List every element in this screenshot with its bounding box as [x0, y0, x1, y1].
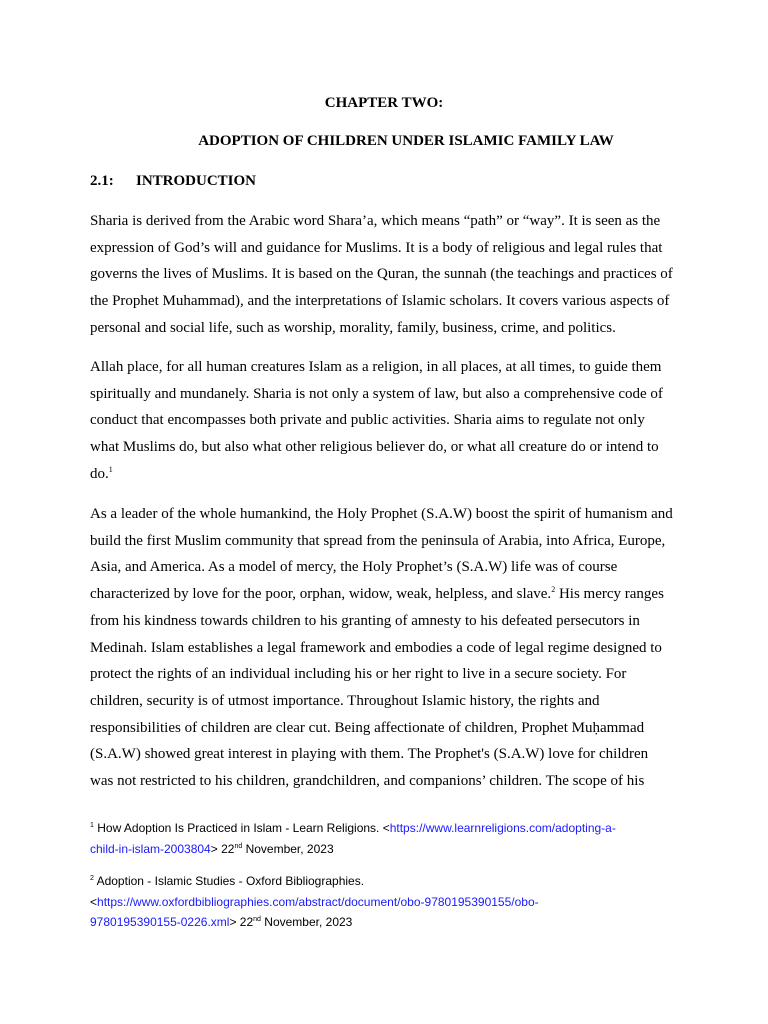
paragraph-text: characterized by love for the poor, orphan, widow, weak, helpless, and slave.: [90, 586, 552, 603]
paragraph-line: protect the rights of an individual including his or her right to live in a secure society. For: [90, 666, 627, 683]
footnote-text: How Adoption Is Practiced in Islam - Learn Religions. <: [93, 821, 390, 835]
footnote-link[interactable]: https://www.learnreligions.com/adopting-a-: [389, 821, 616, 835]
paragraph-line: [90, 581, 682, 608]
paragraph-line: Medinah. Islam establishes a legal framework and embodies a code of legal regime designed to: [90, 639, 662, 656]
footnote-link[interactable]: child-in-islam-2003804: [90, 841, 211, 856]
chapter-subtitle: ADOPTION OF CHILDREN UNDER ISLAMIC FAMILY LAW: [198, 133, 614, 149]
paragraph-line: personal and social life, such as worship, morality, family, business, crime, and politics.: [90, 319, 616, 336]
chapter-title: CHAPTER TWO:: [324, 95, 444, 111]
section-heading: [90, 172, 256, 190]
footnote-number: 2: [90, 875, 94, 882]
paragraph-line: what Muslims do, but also what other religious believer do, or what all creature do or intend to: [90, 439, 659, 456]
paragraph-last-text: do.: [90, 465, 109, 482]
footnote-date-suffix: nd: [234, 842, 243, 850]
footnote-reference-1[interactable]: 1: [108, 464, 113, 474]
section-title: INTRODUCTION: [136, 173, 257, 189]
paragraph-line: governs the lives of Muslims. It is based on the Quran, the sunnah (the teachings and practices of: [90, 266, 673, 283]
footnote-1: [90, 818, 690, 859]
paragraph-islam-religion: [90, 354, 682, 488]
paragraph-line: from his kindness towards children to his granting of amnesty to his defeated persecutors in: [90, 612, 640, 629]
footnote-line: [90, 912, 690, 933]
footnote-text: Adoption - Islamic Studies - Oxford Bibliographies.: [93, 874, 365, 888]
footnote-date-rest: November, 2023: [242, 841, 334, 856]
footnote-link[interactable]: https://www.oxfordbibliographies.com/abstract/document/obo-9780195390155/obo-: [97, 894, 539, 909]
footnote-line: [90, 871, 690, 892]
paragraph-line: [90, 461, 682, 488]
paragraph-line: (S.A.W) showed great interest in playing with them. The Prophet's (S.A.W) love for children: [90, 746, 649, 763]
footnote-bracket: <: [90, 894, 98, 909]
footnote-reference-2[interactable]: 2: [551, 585, 556, 595]
footnote-date-rest: November, 2023: [260, 915, 353, 929]
footnote-date-suffix: nd: [253, 916, 261, 923]
section-number: 2.1:: [90, 173, 114, 189]
footnote-2: [90, 871, 690, 933]
paragraph-line: conduct that encompasses both private and public activities. Sharia aims to regulate not only: [90, 412, 645, 429]
paragraph-line: was not restricted to his children, grandchildren, and companions’ children. The scope of his: [90, 773, 645, 790]
paragraph-holy-prophet: [90, 501, 682, 795]
footnote-line: [90, 892, 690, 913]
paragraph-line: Asia, and America. As a model of mercy, the Holy Prophet’s (S.A.W) life was of course: [90, 559, 618, 576]
paragraph-text: His mercy ranges: [555, 586, 664, 603]
paragraph-line: spiritually and mundanely. Sharia is not only a system of law, but also a comprehensive code of: [90, 385, 663, 402]
footnote-line: [90, 818, 690, 839]
paragraph-line: build the first Muslim community that spread from the peninsula of Arabia, into Africa, Europe,: [90, 532, 666, 549]
footnote-line: [90, 839, 690, 860]
footnote-date: > 22: [210, 841, 235, 856]
paragraph-line: expression of God’s will and guidance for Muslims. It is a body of religious and legal rules that: [90, 239, 663, 256]
paragraph-sharia-definition: [90, 208, 682, 342]
paragraph-line: children, security is of utmost importance. Throughout Islamic history, the rights and: [90, 692, 600, 709]
footnote-date: > 22: [229, 915, 254, 929]
paragraph-line: Sharia is derived from the Arabic word Shara’a, which means “path” or “way”. It is seen as the: [90, 213, 661, 229]
footnote-number: 1: [90, 822, 94, 829]
footnote-link[interactable]: 9780195390155-0226.xml: [90, 915, 230, 929]
paragraph-line: responsibilities of children are clear cut. Being affectionate of children, Prophet Muḥammad: [90, 719, 645, 736]
paragraph-line: the Prophet Muhammad), and the interpretations of Islamic scholars. It covers various aspects of: [90, 293, 670, 310]
paragraph-line: As a leader of the whole humankind, the Holy Prophet (S.A.W) boost the spirit of humanism and: [90, 506, 673, 522]
paragraph-line: Allah place, for all human creatures Islam as a religion, in all places, at all times, to guide them: [90, 359, 662, 375]
